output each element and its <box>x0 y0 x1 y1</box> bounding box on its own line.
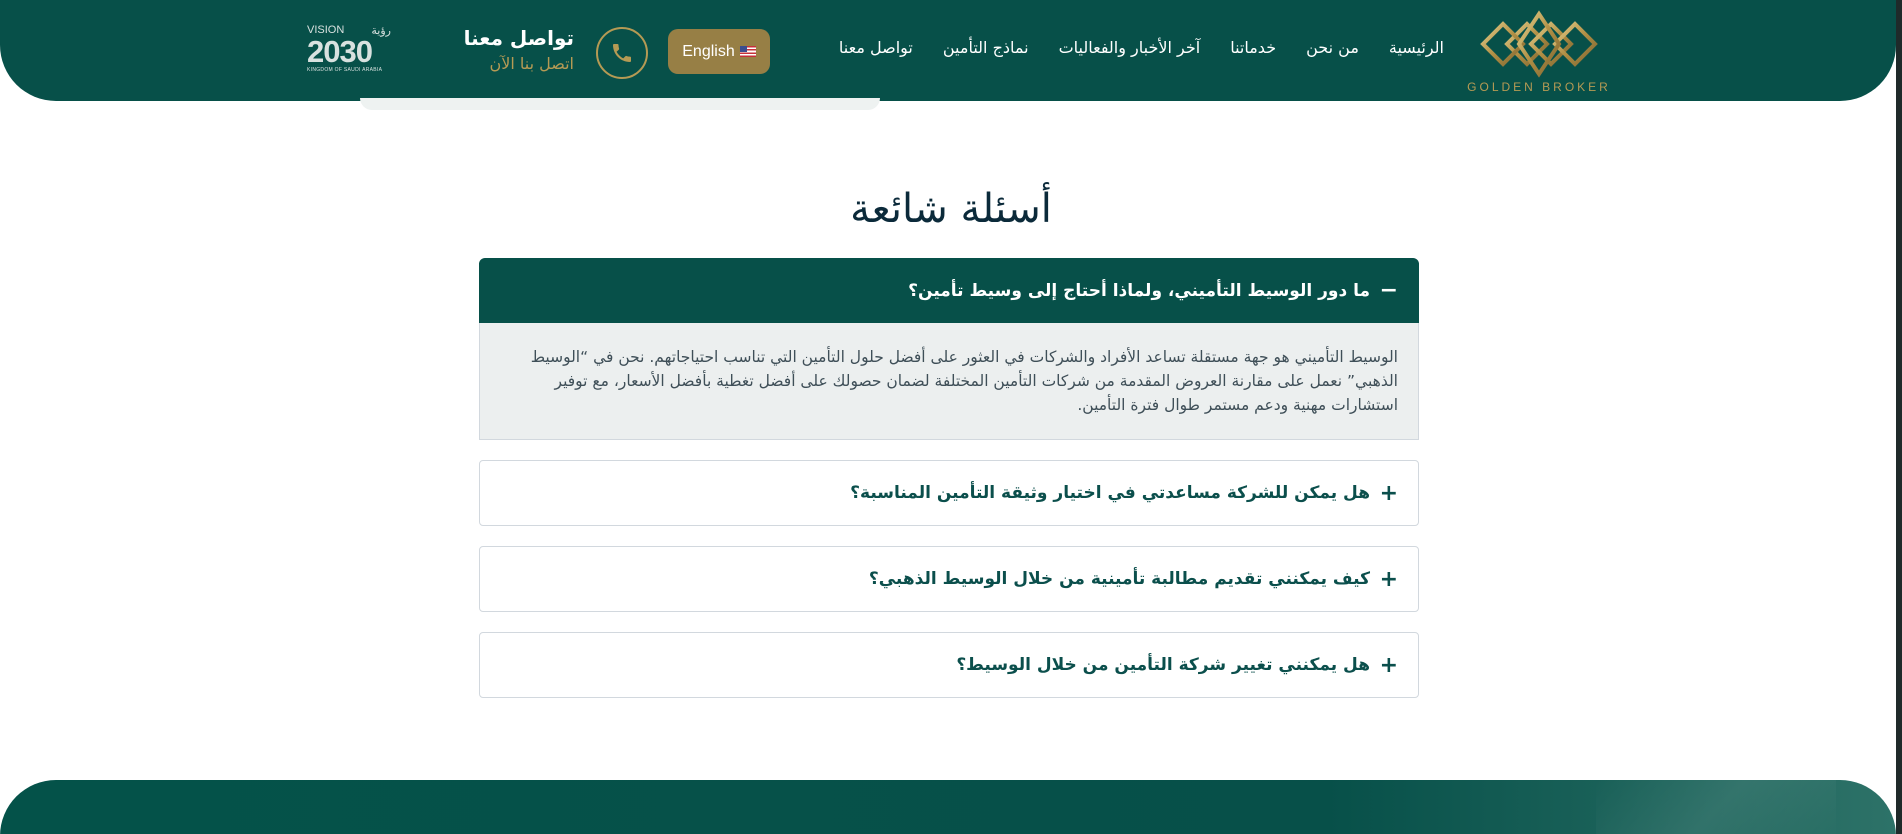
faq-item-1 <box>479 258 1419 440</box>
faq-question-4[interactable] <box>479 632 1419 698</box>
nav-link-insurance-forms[interactable]: نماذج التأمين <box>942 38 1029 57</box>
nav-link-contact[interactable]: تواصل معنا <box>838 38 913 57</box>
faq-question-text: كيف يمكنني تقديم مطالبة تأمينية من خلال الوسيط الذهبي؟ <box>868 569 1370 589</box>
faq-question-text: هل يمكنني تغيير شركة التأمين من خلال الوسيط؟ <box>956 655 1370 675</box>
vision-year: 2030 <box>307 34 372 69</box>
nav-item-forms <box>943 38 1029 57</box>
plus-icon: + <box>1379 652 1398 678</box>
nav-link-news[interactable]: آخر الأخبار والفعاليات <box>1058 38 1201 57</box>
nav-link-services[interactable]: خدماتنا <box>1230 38 1277 57</box>
nav-list <box>839 38 1444 57</box>
faq-answer-1: الوسيط التأميني هو جهة مستقلة تساعد الأفراد والشركات في العثور على أفضل حلول التأمين التي تناسب احتياجاتهم. نحن في “الوسيط الذهبي” نعمل على مقارنة العروض المقدمة من شركات التأمين المختلفة لضمان حصولك على أفضل تغطية بأفضل الأسعار، مع توفير استشارات مهنية ودعم مستمر طوال فترة التأمين. <box>479 323 1419 440</box>
language-switch-button[interactable] <box>668 29 770 74</box>
footer-decoration <box>1596 780 1836 834</box>
faq-question-3[interactable] <box>479 546 1419 612</box>
faq-title: أسئلة شائعة <box>850 186 1052 232</box>
faq-item-2 <box>479 460 1419 526</box>
nav-item-services <box>1230 38 1276 57</box>
plus-icon: + <box>1379 566 1398 592</box>
golden-broker-diamonds-icon <box>1469 10 1609 78</box>
faq-question-2[interactable] <box>479 460 1419 526</box>
faq-item-4 <box>479 632 1419 698</box>
faq-question-text: ما دور الوسيط التأميني، ولماذا أحتاج إلى وسيط تأمين؟ <box>908 280 1370 301</box>
contact-title: تواصل معنا <box>463 26 574 50</box>
vision-2030-logo <box>307 24 391 80</box>
hero-shadow-decoration <box>360 98 880 110</box>
nav-item-contact <box>839 38 913 57</box>
faq-question-text: هل يمكن للشركة مساعدتي في اختيار وثيقة التأمين المناسبة؟ <box>850 483 1370 503</box>
vision-label-ar: رؤية <box>371 25 391 37</box>
golden-broker-logo[interactable] <box>1464 10 1614 94</box>
nav-item-about <box>1306 38 1359 57</box>
contact-subtitle: اتصل بنا الآن <box>489 54 574 73</box>
faq-accordion <box>479 258 1419 718</box>
nav-item-home <box>1389 38 1444 57</box>
faq-question-1[interactable] <box>479 258 1419 323</box>
us-flag-icon <box>740 46 756 57</box>
nav-link-about[interactable]: من نحن <box>1306 38 1359 57</box>
plus-icon: + <box>1379 480 1398 506</box>
contact-block[interactable] <box>464 26 574 73</box>
logo-text: GOLDEN BROKER <box>1467 80 1611 94</box>
site-footer <box>0 780 1896 834</box>
minus-icon: − <box>1379 278 1398 303</box>
phone-icon <box>610 41 634 65</box>
nav-item-news <box>1059 38 1201 57</box>
language-button-label: English <box>682 42 735 60</box>
vision-label-en: VISION <box>307 24 345 36</box>
faq-item-3 <box>479 546 1419 612</box>
header-inner <box>0 0 1896 101</box>
site-header <box>0 0 1896 101</box>
vision-subtitle: KINGDOM OF SAUDI ARABIA <box>307 67 383 73</box>
page-scrollbar[interactable] <box>1896 0 1902 834</box>
nav-link-home[interactable]: الرئيسية <box>1388 38 1444 57</box>
phone-button[interactable] <box>596 27 648 79</box>
